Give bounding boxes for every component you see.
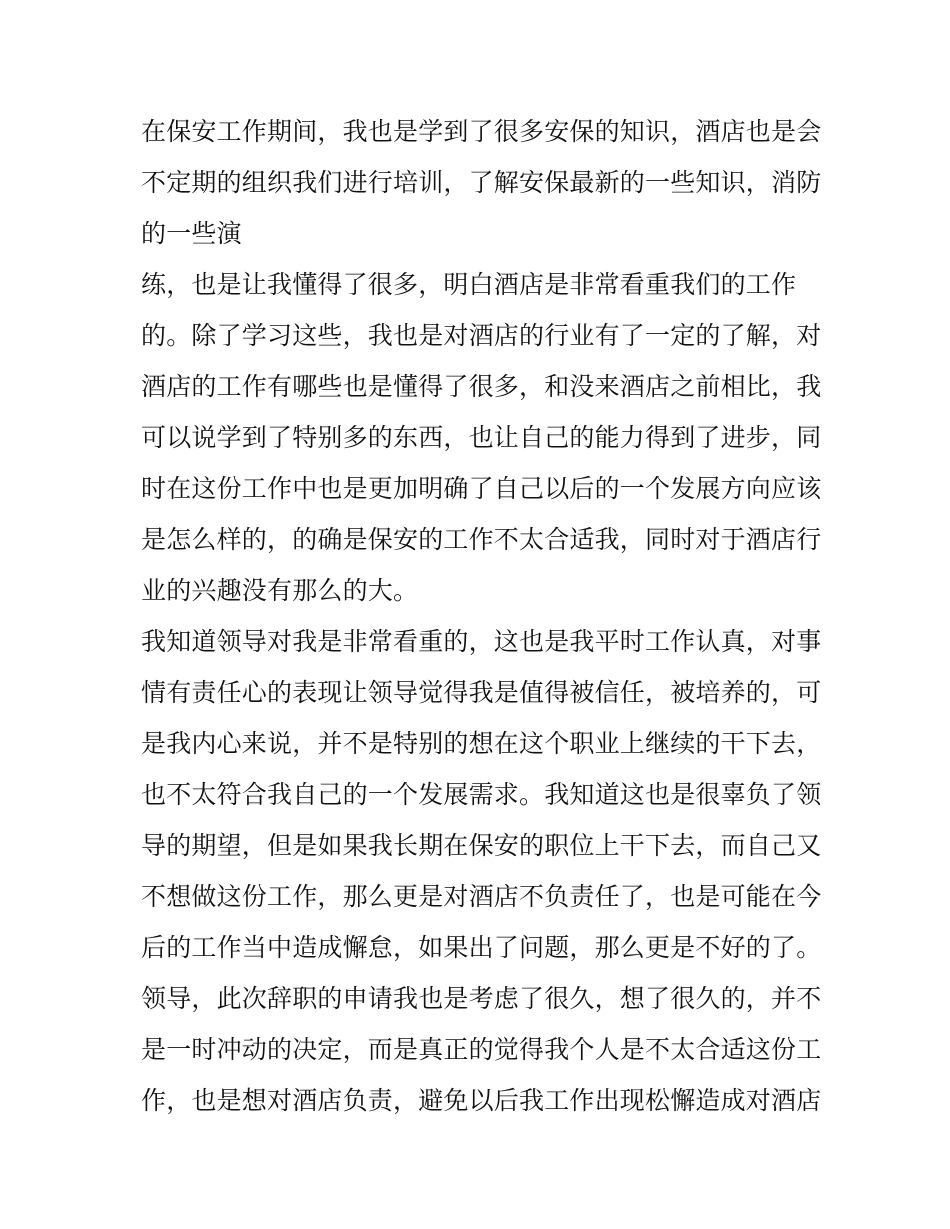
text-line: 领导，此次辞职的申请我也是考虑了很久，想了很久的，并不 <box>141 984 822 1013</box>
document-body <box>141 106 821 1126</box>
text-line: 也不太符合我自己的一个发展需求。我知道这也是很辜负了领 <box>141 780 822 809</box>
text-line: 时在这份工作中也是更加明确了自己以后的一个发展方向应该 <box>141 474 822 503</box>
text-line: 是怎么样的，的确是保安的工作不太合适我，同时对于酒店行 <box>141 525 822 554</box>
text-line: 不想做这份工作，那么更是对酒店不负责任了，也是可能在今 <box>141 882 822 911</box>
text-line: 的一些演 <box>141 219 242 248</box>
text-line: 在保安工作期间，我也是学到了很多安保的知识，酒店也是会 <box>141 117 822 146</box>
text-line: 导的期望，但是如果我长期在保安的职位上干下去，而自己又 <box>141 831 822 860</box>
text-line: 作，也是想对酒店负责，避免以后我工作出现松懈造成对酒店 <box>141 1086 822 1115</box>
text-line: 情有责任心的表现让领导觉得我是值得被信任，被培养的，可 <box>141 678 822 707</box>
text-line: 练，也是让我懂得了很多，明白酒店是非常看重我们的工作 <box>141 270 797 299</box>
text-line: 不定期的组织我们进行培训，了解安保最新的一些知识，消防 <box>141 168 822 197</box>
text-line: 是我内心来说，并不是特别的想在这个职业上继续的干下去， <box>141 729 822 758</box>
text-line: 的。除了学习这些，我也是对酒店的行业有了一定的了解，对 <box>141 321 822 350</box>
text-line: 酒店的工作有哪些也是懂得了很多，和没来酒店之前相比，我 <box>141 372 822 401</box>
text-line: 可以说学到了特别多的东西，也让自己的能力得到了进步，同 <box>141 423 822 452</box>
text-line: 是一时冲动的决定，而是真正的觉得我个人是不太合适这份工 <box>141 1035 822 1064</box>
text-line: 后的工作当中造成懈怠，如果出了问题，那么更是不好的了。 <box>141 933 822 962</box>
text-line: 我知道领导对我是非常看重的，这也是我平时工作认真，对事 <box>141 627 822 656</box>
text-line: 业的兴趣没有那么的大。 <box>141 576 419 605</box>
